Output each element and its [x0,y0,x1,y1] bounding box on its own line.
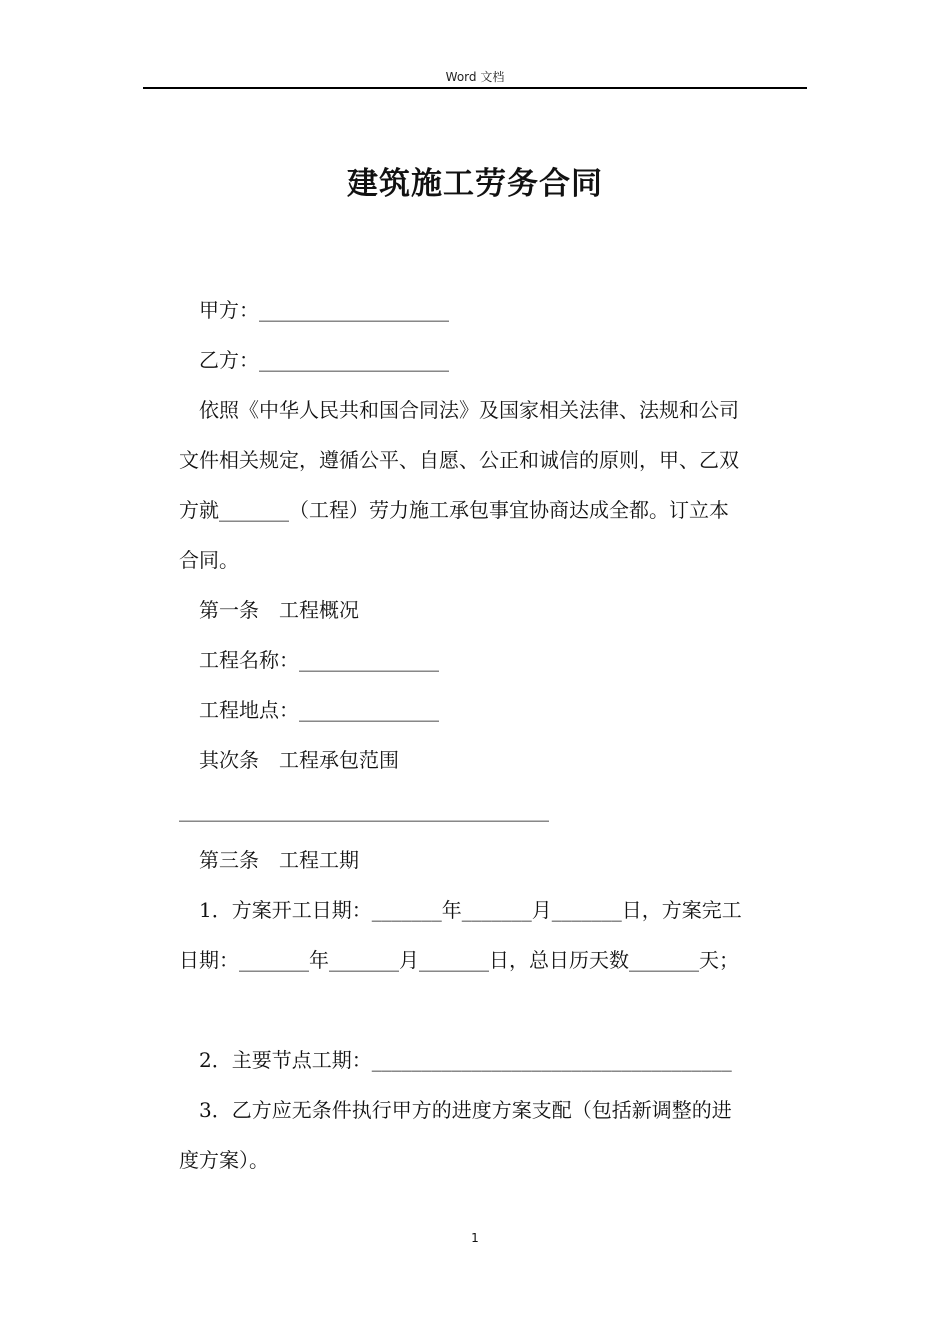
article-1-heading: 第一条 工程概况 [199,598,359,622]
page-number: 1 [471,1231,479,1245]
schedule-item-1-line-2: 日期：_______年_______月_______日，总日历天数_______天； [179,948,739,972]
article-2-heading: 其次条 工程承包范围 [199,748,399,772]
schedule-item-3-line-1: 3．乙方应无条件执行甲方的进度方案支配（包括新调整的进 [199,1098,732,1122]
preamble-line-2: 文件相关规定，遵循公平、自愿、公正和诚信的原则，甲、乙双 [179,448,739,472]
preamble-line-1: 依照《中华人民共和国合同法》及国家相关法律、法规和公司 [199,398,739,422]
project-location-line: 工程地点：______________ [199,698,439,722]
header-divider [143,87,807,89]
schedule-item-3-line-2: 度方案）。 [179,1148,269,1172]
preamble-line-4: 合同。 [179,548,239,572]
party-a-line: 甲方：___________________ [199,298,449,322]
preamble-line-3: 方就_______（工程）劳力施工承包事宜协商达成全都。订立本 [179,498,729,522]
article-3-heading: 第三条 工程工期 [199,848,359,872]
schedule-item-2: 2．主要节点工期：____________________________________ [199,1048,732,1072]
schedule-item-1-line-1: 1．方案开工日期：_______年_______月_______日，方案完工 [199,898,742,922]
document-title: 建筑施工劳务合同 [347,166,603,202]
page-header: Word 文档 [445,70,505,84]
party-b-line: 乙方：___________________ [199,348,449,372]
project-name-line: 工程名称：______________ [199,648,439,672]
scope-blank-line: _____________________________________ [179,798,549,822]
